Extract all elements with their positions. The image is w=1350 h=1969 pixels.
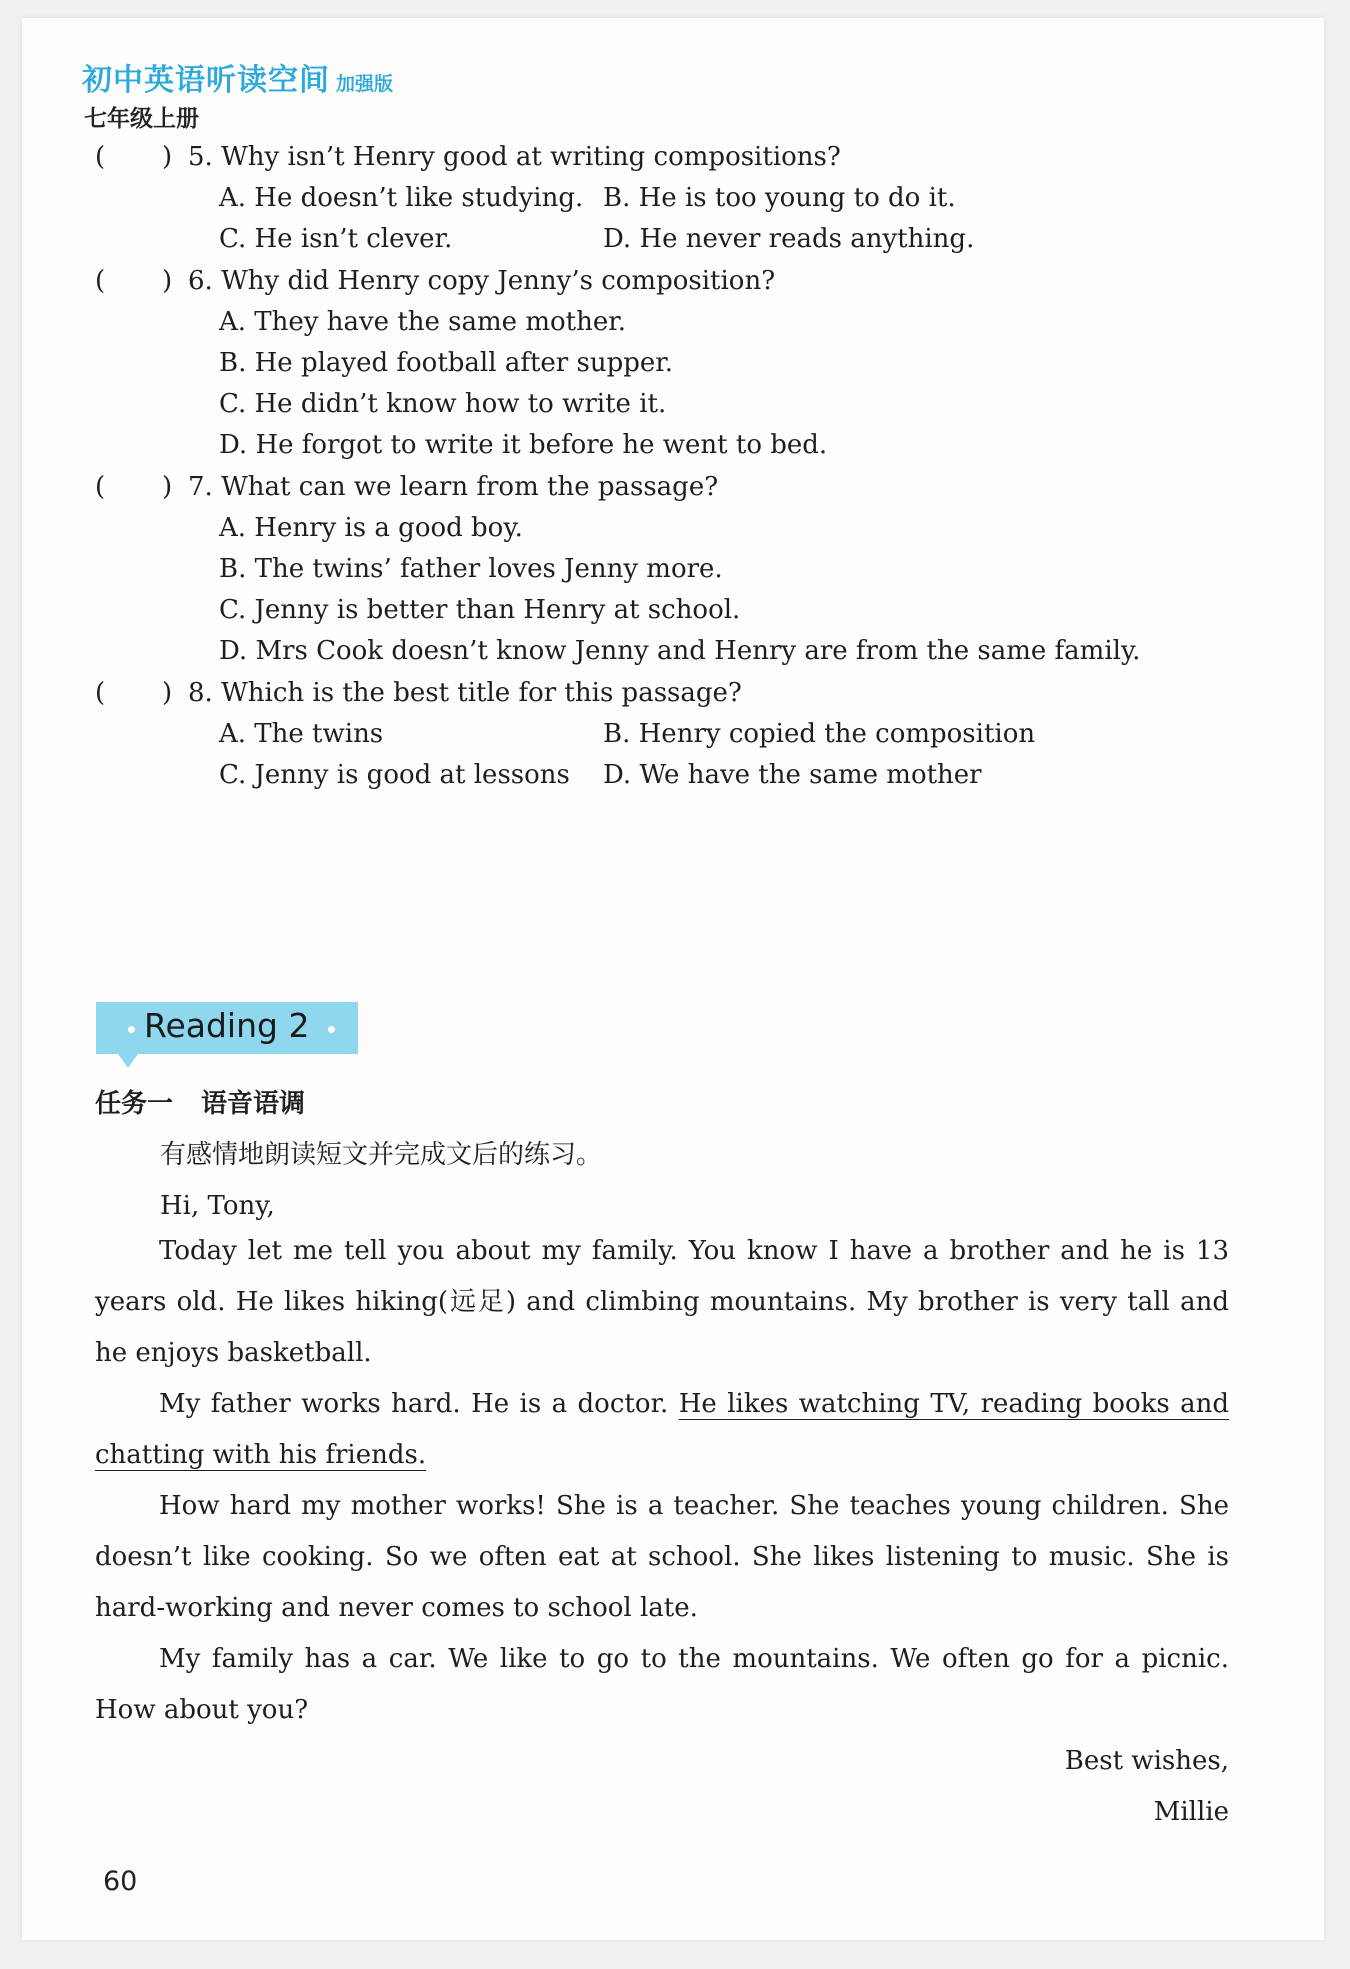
letter-paragraph-3: How hard my mother works! She is a teacher. She teaches young children. She doesn’t like cooking. So we often eat at school. She likes listening to music. She is hard-working and never comes to school late.: [95, 1491, 1229, 1623]
edition-badge: 加强版: [336, 73, 394, 95]
question-stem: 5. Why isn’t Henry good at writing compositions?: [188, 142, 841, 172]
answer-paren-close: ): [162, 678, 173, 708]
letter-paragraph-1: Today let me tell you about my family. You know I have a brother and he is 13 years old. He likes hiking(远足) and climbing mountains. My brother is very tall and he enjoys basketball.: [95, 1236, 1229, 1368]
task-number: 任务一: [95, 1089, 174, 1119]
series-name: 初中英语听读空间: [82, 63, 330, 98]
reading-section-label: Reading 2: [144, 1006, 310, 1045]
task-instruction: 有感情地朗读短文并完成文后的练习。: [160, 1140, 603, 1170]
option-c: C. Jenny is good at lessons: [219, 760, 570, 790]
workbook-page: [22, 18, 1324, 1940]
option-d: D. He forgot to write it before he went to bed.: [219, 430, 828, 460]
answer-paren-open: (: [95, 266, 106, 296]
answer-paren-close: ): [162, 266, 173, 296]
grade-label: 七年级上册: [84, 106, 199, 132]
letter-signature: Millie: [1153, 1797, 1229, 1827]
option-a: A. He doesn’t like studying.: [219, 183, 584, 213]
option-a: A. Henry is a good boy.: [219, 513, 523, 543]
option-c: C. He didn’t know how to write it.: [219, 389, 667, 419]
option-a: A. The twins: [219, 719, 384, 749]
underlined-sentence: He likes watching TV, reading books and chatting with his friends.: [95, 1389, 1229, 1470]
answer-paren-close: ): [162, 142, 173, 172]
question-stem: 7. What can we learn from the passage?: [188, 472, 719, 502]
task-heading: [95, 1083, 305, 1120]
letter-closing: Best wishes,: [1064, 1746, 1229, 1776]
option-c: C. Jenny is better than Henry at school.: [219, 595, 741, 625]
option-d: D. We have the same mother: [603, 760, 982, 790]
answer-paren-open: (: [95, 678, 106, 708]
option-d: D. He never reads anything.: [603, 224, 975, 254]
option-b: B. He played football after supper.: [219, 348, 674, 378]
answer-paren-open: (: [95, 142, 106, 172]
option-a: A. They have the same mother.: [219, 307, 627, 337]
tab-dot-decoration: [128, 1026, 135, 1033]
letter-paragraph-4: My family has a car. We like to go to the mountains. We often go for a picnic. How about you?: [95, 1644, 1229, 1725]
series-title: [82, 55, 393, 99]
tab-dot-decoration: [328, 1026, 335, 1033]
reading-section-tab: [96, 1002, 358, 1054]
task-topic: 语音语调: [201, 1089, 306, 1119]
option-d: D. Mrs Cook doesn’t know Jenny and Henry are from the same family.: [219, 636, 1141, 666]
question-stem: 8. Which is the best title for this passage?: [188, 678, 742, 708]
answer-paren-open: (: [95, 472, 106, 502]
option-b: B. He is too young to do it.: [603, 183, 956, 213]
option-b: B. The twins’ father loves Jenny more.: [219, 554, 723, 584]
page-number: 60: [103, 1866, 138, 1897]
question-stem: 6. Why did Henry copy Jenny’s composition?: [188, 266, 776, 296]
letter-greeting: Hi, Tony,: [160, 1191, 275, 1221]
answer-paren-close: ): [162, 472, 173, 502]
letter-paragraph-2: My father works hard. He is a doctor. He likes watching TV, reading books and chatting with his friends.: [95, 1389, 1229, 1470]
option-c: C. He isn’t clever.: [219, 224, 453, 254]
option-b: B. Henry copied the composition: [603, 719, 1036, 749]
